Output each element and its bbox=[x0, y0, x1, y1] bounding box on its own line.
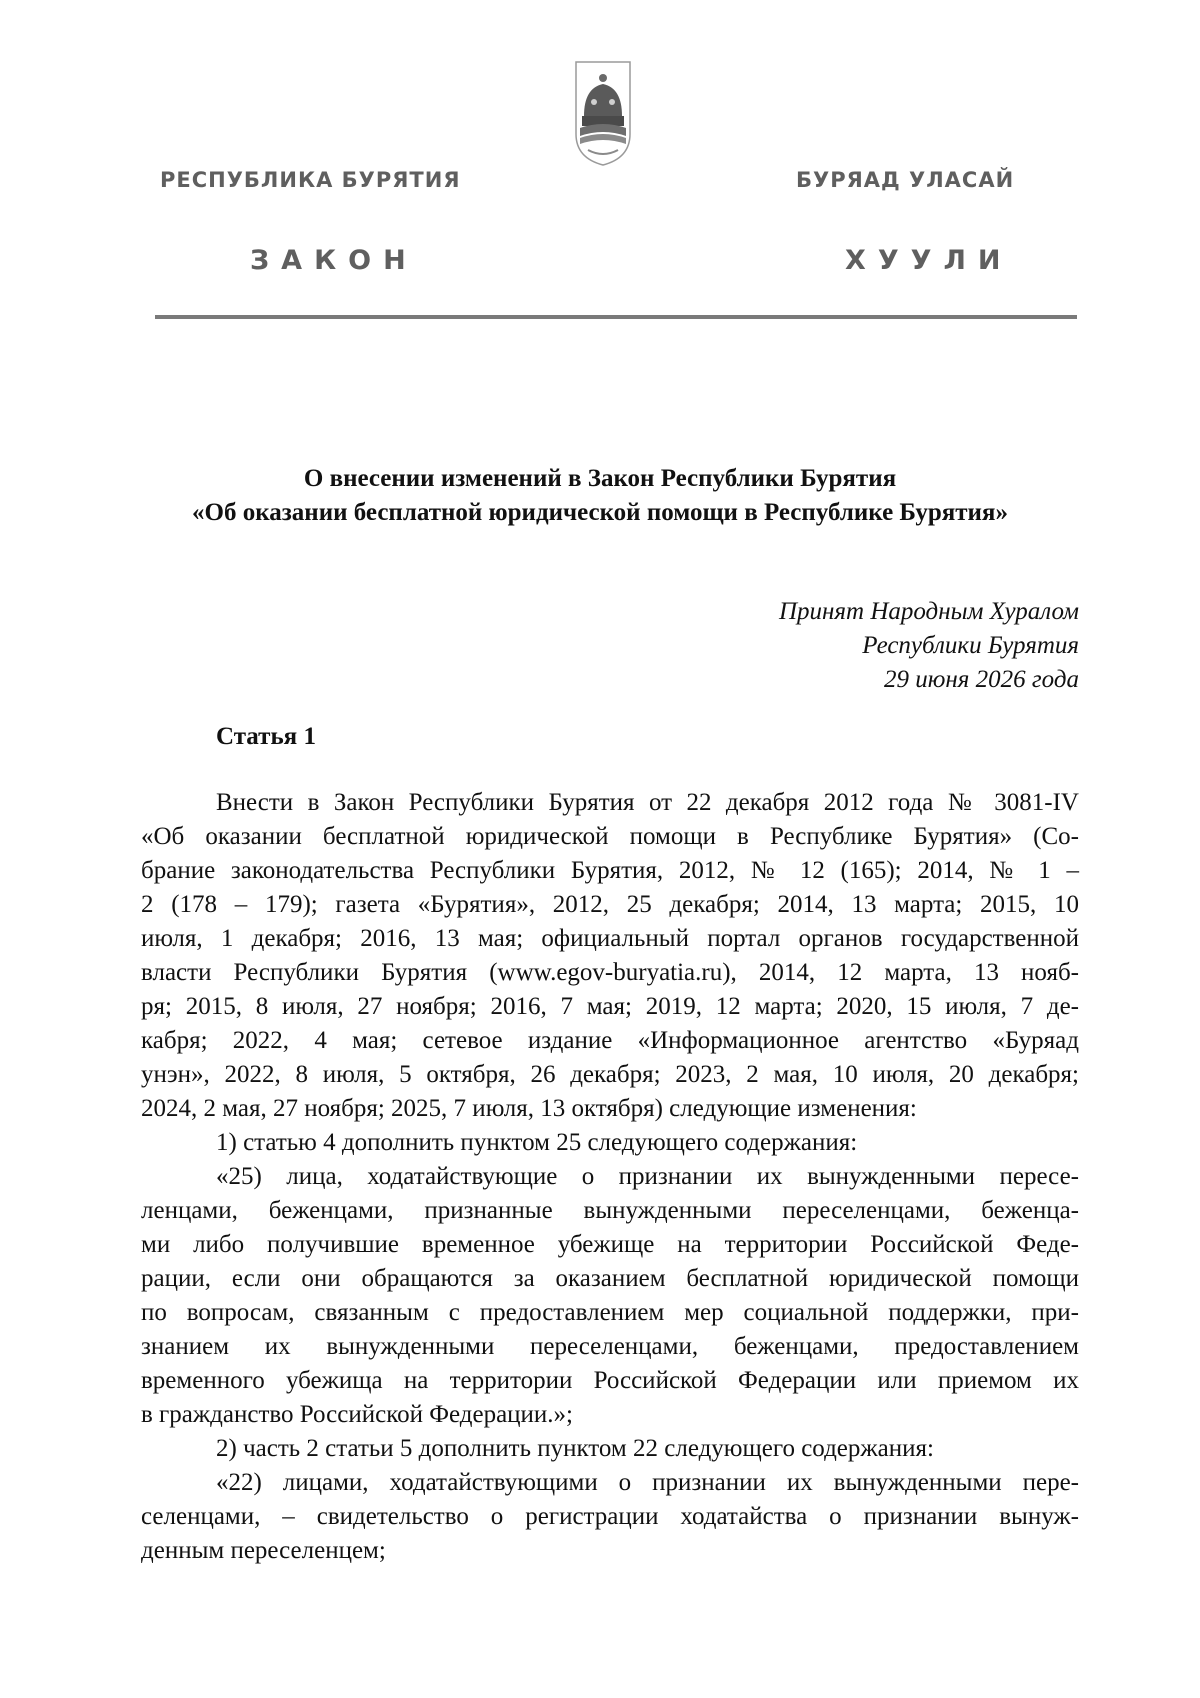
adoption-line: Республики Бурятия bbox=[862, 632, 1079, 659]
adoption-line: 29 июня 2026 года bbox=[884, 666, 1079, 693]
body-line: рации, если они обращаются за оказанием бесплатной юридической помощи bbox=[141, 1265, 1079, 1292]
buryatia-coat-of-arms bbox=[574, 54, 632, 167]
article-body bbox=[141, 786, 1079, 1568]
body-line: по вопросам, связанным с предоставлением мер социальной поддержки, при- bbox=[141, 1299, 1079, 1326]
body-line: ленцами, беженцами, признанные вынужденными переселенцами, беженца- bbox=[141, 1197, 1079, 1224]
body-line: кабря; 2022, 4 мая; сетевое издание «Информационное агентство «Буряад bbox=[141, 1027, 1079, 1054]
body-line: 2024, 2 мая, 27 ноября; 2025, 7 июля, 13 октября) следующие изменения: bbox=[141, 1095, 917, 1122]
body-line: временного убежища на территории Российской Федерации или приемом их bbox=[141, 1367, 1079, 1394]
body-line: в гражданство Российской Федерации.»; bbox=[141, 1401, 573, 1428]
body-line: 1) статью 4 дополнить пунктом 25 следующего содержания: bbox=[216, 1129, 858, 1156]
adoption-note bbox=[600, 595, 1079, 697]
body-line: «25) лица, ходатайствующие о признании их вынужденными пересе- bbox=[216, 1163, 1079, 1190]
law-title-line: О внесении изменений в Закон Республики Бурятия bbox=[303, 465, 897, 492]
doc-type-russian: ЗАКОН bbox=[250, 245, 418, 276]
body-line: 2) часть 2 статьи 5 дополнить пунктом 22 следующего содержания: bbox=[216, 1435, 934, 1462]
body-line: 2 (178 – 179); газета «Бурятия», 2012, 25 декабря; 2014, 13 марта; 2015, 10 bbox=[141, 891, 1079, 918]
header-republic-name-russian: РЕСПУБЛИКА БУРЯТИЯ bbox=[160, 168, 461, 192]
body-line: июля, 1 декабря; 2016, 13 мая; официальный портал органов государственной bbox=[141, 925, 1079, 952]
body-line: селенцами, – свидетельство о регистрации ходатайства о признании вынуж- bbox=[141, 1503, 1079, 1530]
body-line: «22) лицами, ходатайствующими о признании их вынужденными пере- bbox=[216, 1469, 1079, 1496]
adoption-line: Принят Народным Хуралом bbox=[778, 598, 1079, 625]
body-line: ря; 2015, 8 июля, 27 ноября; 2016, 7 мая; 2019, 12 марта; 2020, 15 июля, 7 де- bbox=[141, 993, 1079, 1020]
body-line: денным переселенцем; bbox=[141, 1537, 386, 1564]
body-line: знанием их вынужденными переселенцами, беженцами, предоставлением bbox=[141, 1333, 1079, 1360]
law-title bbox=[100, 462, 1100, 530]
header-republic-name-buryat: БУРЯАД УЛАСАЙ bbox=[796, 168, 1015, 192]
body-line: Внести в Закон Республики Бурятия от 22 декабря 2012 года № 3081-IV bbox=[216, 789, 1079, 816]
doc-type-buryat: ХУУЛИ bbox=[845, 245, 1013, 276]
body-line: «Об оказании бесплатной юридической помощи в Республике Бурятия» (Со- bbox=[141, 823, 1079, 850]
body-line: ми либо получившие временное убежище на территории Российской Феде- bbox=[141, 1231, 1079, 1258]
law-title-line: «Об оказании бесплатной юридической помощи в Республике Бурятия» bbox=[192, 499, 1008, 526]
body-line: власти Республики Бурятия (www.egov-buryatia.ru), 2014, 12 марта, 13 нояб- bbox=[141, 959, 1079, 986]
body-line: унэн», 2022, 8 июля, 5 октября, 26 декабря; 2023, 2 мая, 10 июля, 20 декабря; bbox=[141, 1061, 1079, 1088]
header-divider bbox=[155, 315, 1077, 319]
article-heading: Статья 1 bbox=[216, 723, 316, 750]
body-line: брание законодательства Республики Бурятия, 2012, № 12 (165); 2014, № 1 – bbox=[141, 857, 1079, 884]
